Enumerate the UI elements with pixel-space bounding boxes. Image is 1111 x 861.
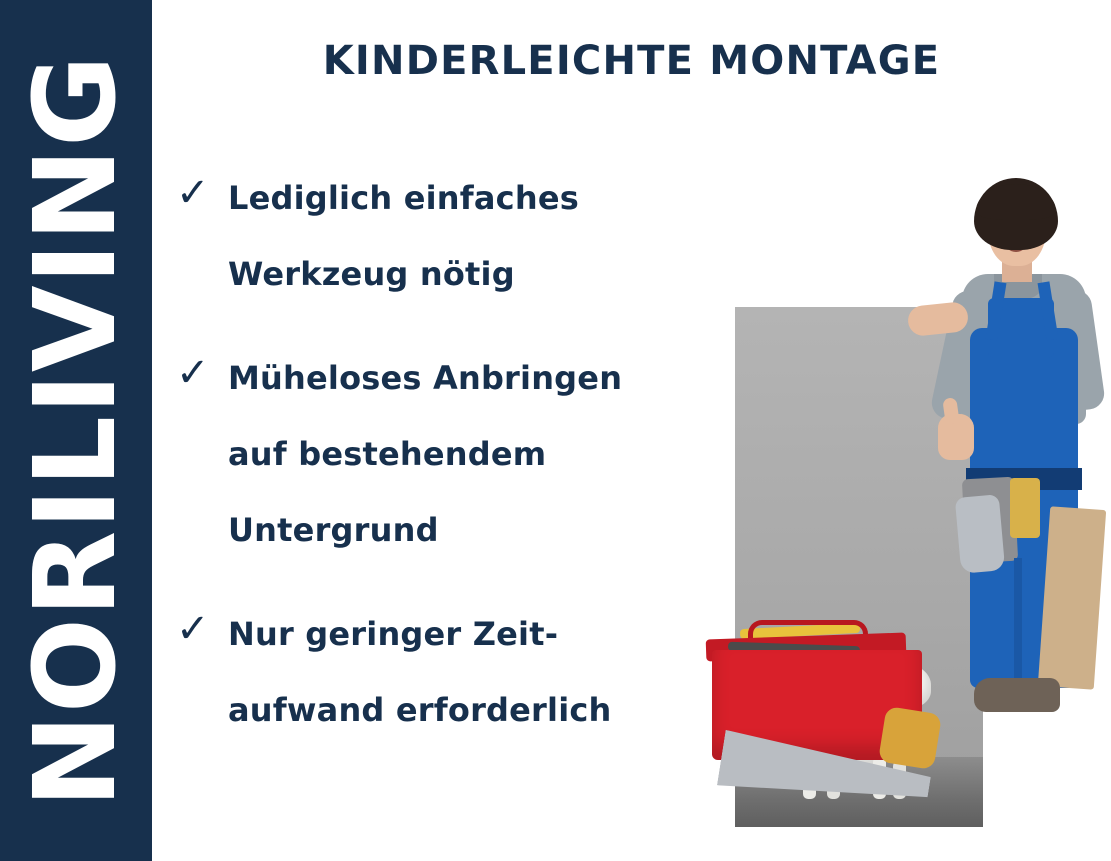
- list-item-text: [228, 340, 716, 568]
- list-item: [176, 596, 716, 748]
- list-item-line: Untergrund: [228, 511, 439, 549]
- work-glove: [955, 494, 1005, 574]
- check-icon: ✓: [176, 170, 210, 216]
- wooden-board: [1038, 506, 1106, 689]
- worker-figure: [936, 178, 1111, 818]
- list-item-line: Müheloses Anbringen: [228, 359, 623, 397]
- worker-leg-seam: [1014, 558, 1022, 688]
- page-title: KINDERLEICHTE MONTAGE: [322, 38, 941, 84]
- list-item-text: [228, 160, 716, 312]
- list-item-line: Werkzeug nötig: [228, 255, 515, 293]
- handsaw-handle: [878, 706, 942, 770]
- brand-bar: [0, 0, 152, 861]
- belt-tool: [1010, 478, 1040, 538]
- list-item: [176, 160, 716, 312]
- product-photo: [700, 150, 1111, 861]
- list-item-line: aufwand erforderlich: [228, 691, 612, 729]
- thumbs-up-hand: [938, 414, 974, 460]
- list-item-line: auf bestehendem: [228, 435, 547, 473]
- feature-list: [176, 160, 716, 776]
- brand-name: NORILIVING: [11, 53, 141, 808]
- check-icon: ✓: [176, 606, 210, 652]
- list-item-line: Lediglich einfaches: [228, 179, 579, 217]
- worker-shoe: [974, 678, 1060, 712]
- list-item-text: [228, 596, 716, 748]
- list-item-line: Nur geringer Zeit-: [228, 615, 559, 653]
- check-icon: ✓: [176, 350, 210, 396]
- list-item: [176, 340, 716, 568]
